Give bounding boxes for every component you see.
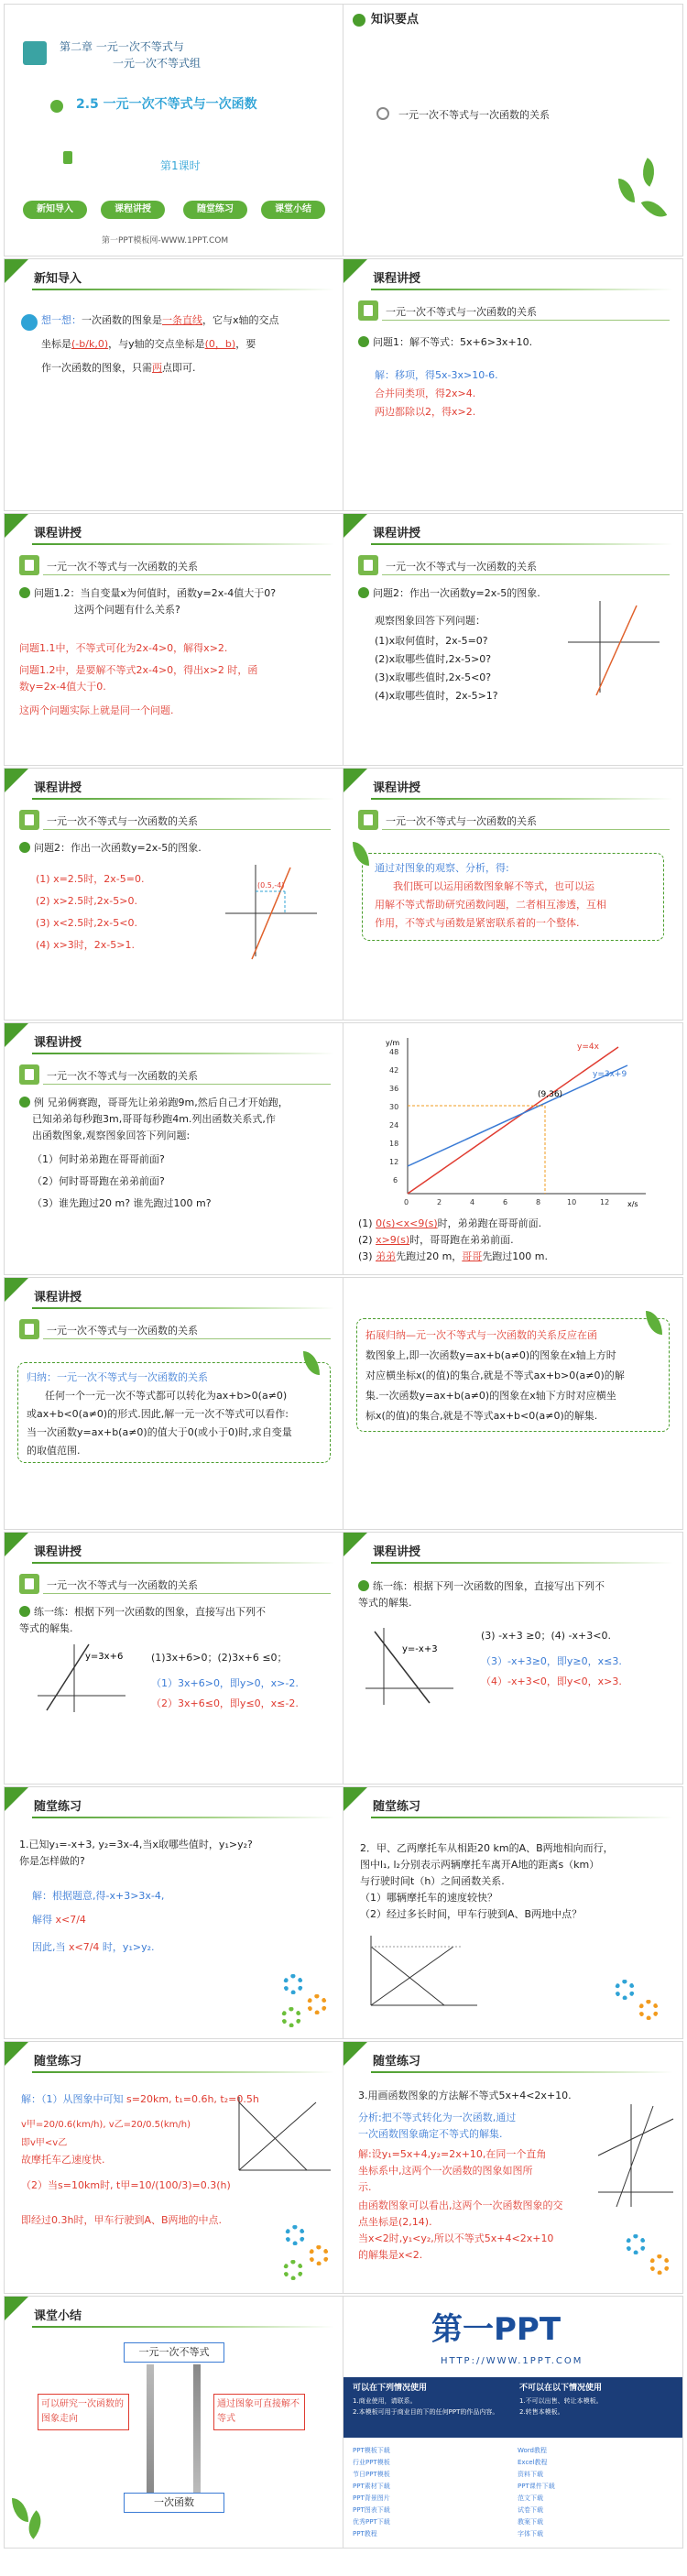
question-icon <box>19 842 30 853</box>
brand-logo: 第一PPT <box>431 2311 562 2348</box>
text: 时，弟弟跑在哥哥前面. <box>437 1217 542 1229</box>
text: (1) <box>358 1217 376 1229</box>
link[interactable]: PPT图表下载 <box>353 2506 390 2514</box>
subtitle: 一元一次不等式与一次函数的关系 <box>47 561 198 573</box>
text: (3) <box>358 1250 376 1262</box>
label-y3x9: y=3x+9 <box>593 1070 627 1079</box>
answer-4: 这两个问题实际上就是同一个问题. <box>19 704 174 716</box>
forbidden-1: 1.不可以出售、转让本模板。 <box>519 2397 603 2405</box>
conclusion-4: 作用，不等式与函数是紧密联系着的一个整体. <box>375 917 580 929</box>
solution-1-value: s=20km, t₁=0.6h, t₂=0.5h <box>126 2093 259 2105</box>
item-2: (2) x>2.5时,2x-5>0. <box>36 895 137 907</box>
solution-3: 示. <box>358 2181 372 2193</box>
extension-5: 标x(的值)的集合,就是不等式ax+b<0(a≠0)的解集. <box>365 1410 598 1422</box>
leaf-decoration <box>12 2498 28 2522</box>
link[interactable]: Excel教程 <box>518 2459 548 2466</box>
y-tick: 6 <box>393 1176 398 1184</box>
forbidden-title: 不可以在以下情况使用 <box>519 2384 603 2393</box>
extension-1: 拓展归纳—元一次不等式与一次函数的关系反应在函 <box>365 1329 597 1341</box>
line-y3x9 <box>408 1065 627 1166</box>
x-tick: 10 <box>567 1198 577 1206</box>
inequality-graph <box>594 2101 677 2210</box>
brand-url[interactable]: HTTP://WWW.1PPT.COM <box>441 2356 583 2366</box>
item-4: (4)x取哪些值时，2x-5>1? <box>375 690 498 702</box>
y-tick: 48 <box>389 1048 399 1056</box>
text: 先跑过100 m. <box>482 1250 549 1262</box>
motorcycle-graph <box>234 2093 334 2176</box>
question: 问题2：作出一次函数y=2x-5的图象. <box>34 842 202 854</box>
x-tick: 6 <box>503 1198 508 1206</box>
subtitle: 一元一次不等式与一次函数的关系 <box>386 306 537 318</box>
answer-2: x>9(s) <box>376 1234 410 1246</box>
example-3: 出函数图象,观察图象回答下列问题: <box>32 1130 191 1141</box>
answer-1: 解：移项，得5x-3x>10-6. <box>375 369 498 381</box>
gear-icon <box>626 2234 646 2254</box>
link[interactable]: 范文下载 <box>518 2494 543 2502</box>
intro: 观察图象回答下列问题： <box>375 615 485 627</box>
item-3: (3) x<2.5时,2x-5<0. <box>36 917 137 929</box>
nav-summary[interactable]: 课堂小结 <box>261 201 325 219</box>
link[interactable]: PPT素材下载 <box>353 2483 390 2490</box>
conclusion-3: 用解不等式帮助研究函数问题，二者相互渗透，互相 <box>375 899 606 911</box>
y-tick: 42 <box>389 1066 399 1075</box>
problem-5: （2）经过多长时间，甲车行驶到A、B两地中点？ <box>360 1908 583 1920</box>
slide-title: 课堂小结 <box>34 2309 82 2323</box>
solution-2: v甲=20/0.6(km/h), v乙=20/0.5(km/h) <box>21 2120 191 2130</box>
down-arrow <box>147 2364 154 2493</box>
gear-icon <box>615 1980 635 2000</box>
slide-lecture-7[interactable] <box>343 1022 683 1275</box>
intersection-label: (9,36) <box>538 1090 563 1099</box>
label-y4x: y=4x <box>577 1042 599 1052</box>
gear-icon-3 <box>281 2007 301 2027</box>
link[interactable]: 字体下载 <box>518 2530 543 2538</box>
y-tick: 24 <box>389 1121 399 1130</box>
function-label: y=-x+3 <box>402 1644 438 1654</box>
solution-6: 当x<2时,y₁<y₂,所以不等式5x+4<2x+10 <box>358 2232 554 2244</box>
subtitle: 一元一次不等式与一次函数的关系 <box>47 1325 198 1337</box>
answer-2: 合并同类项，得2x>4. <box>375 387 476 399</box>
text: ，它与x轴的交点 <box>202 314 279 326</box>
allowed-title: 可以在下列情况使用 <box>353 2384 428 2393</box>
example-icon <box>19 1097 30 1108</box>
subtitle: 一元一次不等式与一次函数的关系 <box>47 815 198 827</box>
slide-lecture-2[interactable] <box>4 513 344 766</box>
question-2: 这两个问题有什么关系? <box>74 604 180 616</box>
answer-1: （3）-x+3≥0，即y≥0，x≤3. <box>481 1655 622 1667</box>
example-q2: （2）何时哥哥跑在弟弟前面? <box>32 1175 165 1187</box>
solution-5: （2）当s=10km时, <box>21 2179 114 2191</box>
leaf-icon <box>353 14 365 27</box>
answer-line: 一条直线 <box>162 314 202 326</box>
line-y4x <box>408 1047 618 1194</box>
practice-2: 等式的解集. <box>358 1597 412 1609</box>
nav-bar <box>14 197 334 221</box>
slide-title: 课程讲授 <box>34 1036 82 1050</box>
link[interactable]: 教案下载 <box>518 2518 543 2526</box>
solution-2: 解得 <box>32 1914 56 1926</box>
example-q3: （3）谁先跑过20 m? 谁先跑过100 m? <box>32 1197 212 1209</box>
practice-1: 练一练：根据下列一次函数的图象，直接写出下列不 <box>34 1606 266 1618</box>
text: 点即可. <box>162 362 196 374</box>
gear-icon-2 <box>307 1994 327 2014</box>
practice-2: 等式的解集. <box>19 1622 73 1634</box>
gear-icon <box>285 2225 305 2245</box>
chapter-title-2: 一元一次不等式组 <box>113 57 202 70</box>
link[interactable]: 优秀PPT下载 <box>353 2518 390 2526</box>
slide-key-points[interactable] <box>343 4 683 257</box>
graph-y-2x-5 <box>563 596 664 697</box>
lesson-title: 2.5 一元一次不等式与一次函数 <box>76 97 257 112</box>
conclusion-2: 我们既可以运用函数图象解不等式，也可以运 <box>393 880 594 892</box>
solution-5-value: t甲=10/(100/3)=0.3(h) <box>116 2179 231 2191</box>
y-axis-label: y/m <box>386 1039 400 1047</box>
question: 问题2：作出一次函数y=2x-5的图象. <box>373 587 540 599</box>
slide-title: 课程讲授 <box>373 272 421 286</box>
gear-icon-3 <box>283 2260 303 2280</box>
slide-title: 课程讲授 <box>373 1545 421 1559</box>
slide-lecture-11[interactable] <box>343 1532 683 1785</box>
problem: 3.用画函数图象的方法解不等式5x+4<2x+10. <box>358 2090 572 2101</box>
clover-icon <box>50 100 63 113</box>
cover-footer: 第一PPT模板网-WWW.1PPT.COM <box>102 236 229 246</box>
summary-left-box: 可以研究一次函数的图象走向 <box>38 2394 129 2430</box>
text: 坐标是 <box>41 338 71 350</box>
link[interactable]: 节日PPT模板 <box>353 2471 390 2478</box>
slide-title: 新知导入 <box>34 272 82 286</box>
answer-y-intercept: (0，b) <box>204 338 236 350</box>
problem-2: 图中l₁, l₂分别表示两辆摩托车离开A地的距离s（km） <box>360 1859 600 1871</box>
problem-1: 1.已知y₁=-x+3, y₂=3x-4,当x取哪些值时，y₁>y₂? <box>19 1839 253 1850</box>
question: 问题1：解不等式：5x+6>3x+10. <box>373 336 533 348</box>
slide-lecture-5[interactable] <box>343 768 683 1021</box>
problem-3: 与行驶时间t（h）之间函数关系. <box>360 1875 505 1887</box>
y-tick: 30 <box>389 1103 399 1111</box>
item-1: (1)x取何值时，2x-5=0? <box>375 635 488 647</box>
x-tick: 8 <box>536 1198 541 1206</box>
slide-footer-info[interactable] <box>343 2296 683 2549</box>
question-icon <box>358 587 369 598</box>
solution-2: 坐标系中,这两个一次函数的图象如图所 <box>358 2165 533 2177</box>
item-4: (4) x>3时，2x-5>1. <box>36 939 135 951</box>
practice-1: 练一练：根据下列一次函数的图象，直接写出下列不 <box>373 1580 605 1592</box>
answer-1: 问题1.1中，不等式可化为2x-4>0，解得x>2. <box>19 642 228 654</box>
practice-icon <box>358 1580 369 1591</box>
summary-bottom-box: 一次函数 <box>124 2493 224 2513</box>
answer-2: （2）3x+6≤0，即y≤0，x≤-2. <box>151 1697 299 1709</box>
link[interactable]: PPT模板下载 <box>353 2447 390 2454</box>
solution-5: 点坐标是(2,14). <box>358 2216 432 2228</box>
slide-title: 课程讲授 <box>373 781 421 795</box>
slide-title: 课程讲授 <box>34 527 82 540</box>
text: 时，哥哥跑在弟弟前面. <box>409 1234 514 1246</box>
question-1: 问题1.2：当自变量x为何值时，函数y=2x-4值大于0? <box>34 587 277 599</box>
item-3: (3)x取哪些值时,2x-5<0? <box>375 671 492 683</box>
x-axis-label: x/s <box>627 1200 638 1208</box>
nav-lecture[interactable]: 课程讲授 <box>101 201 165 219</box>
extension-4: 集.一次函数y=ax+b(a≠0)的图象在x轴下方时对应横坐 <box>365 1390 616 1402</box>
text: (2) <box>358 1234 376 1246</box>
problem-1: 2．甲、乙两摩托车从相距20 km的A、B两地相向而行， <box>360 1842 614 1854</box>
text: ，要 <box>235 338 256 350</box>
leaf-decoration <box>618 179 635 202</box>
subtitle: 一元一次不等式与一次函数的关系 <box>386 561 537 573</box>
slide-summary[interactable] <box>4 2296 344 2549</box>
leaf-decoration-2 <box>636 158 662 187</box>
slide-practice-4[interactable] <box>343 2041 683 2294</box>
gear-icon <box>283 1974 303 1994</box>
graph-y-neg-x-3 <box>365 1624 457 1707</box>
question-icon <box>19 587 30 598</box>
slide-intro[interactable] <box>4 258 344 511</box>
slide-title: 课程讲授 <box>34 1545 82 1559</box>
forbidden-2: 2.转售本模板。 <box>519 2408 564 2416</box>
graph-y-2x-5-answer <box>221 860 322 961</box>
answer-3: 数y=2x-4值大于0. <box>19 681 106 693</box>
problem: (3) -x+3 ≥0；(4) -x+3<0. <box>481 1630 611 1642</box>
answer-1: （1）3x+6>0，即y>0，x>-2. <box>151 1677 299 1689</box>
slide-title: 随堂练习 <box>34 2055 82 2068</box>
subtitle: 一元一次不等式与一次函数的关系 <box>386 815 537 827</box>
allowed-1: 1.商业使用，请联系。 <box>353 2397 417 2405</box>
text: 作一次函数的图象，只需 <box>41 362 152 374</box>
y-tick: 12 <box>389 1158 399 1166</box>
slide-cover[interactable] <box>4 4 344 257</box>
motorcycle-graph <box>362 1932 481 2014</box>
slide-lecture-1[interactable] <box>343 258 683 511</box>
x-tick: 4 <box>470 1198 475 1206</box>
race-graph <box>380 1029 655 1212</box>
slide-title: 随堂练习 <box>34 1800 82 1814</box>
subtitle: 一元一次不等式与一次函数的关系 <box>47 1070 198 1082</box>
leaf-decoration <box>353 842 369 866</box>
slide-lecture-10[interactable] <box>4 1532 344 1785</box>
think-icon <box>21 314 38 331</box>
solution-1: 解：根据题意,得-x+3>3x-4, <box>32 1890 165 1902</box>
solution-4: 故摩托车乙速度快. <box>21 2154 105 2166</box>
solution-3-value: x<7/4 <box>69 1941 100 1953</box>
subtitle: 一元一次不等式与一次函数的关系 <box>47 1579 198 1591</box>
summary-right-box: 通过图象可直接解不等式 <box>213 2394 305 2430</box>
problem-4: （1）哪辆摩托车的速度较快？ <box>360 1892 497 1904</box>
chapter-title-1: 第二章 一元一次不等式与 <box>60 40 184 53</box>
graph-label: (0.5,-4) <box>257 881 285 890</box>
x-tick: 2 <box>437 1198 442 1206</box>
bookmark-icon <box>63 151 72 164</box>
analysis-2: 一次函数图象确定不等式的解集. <box>358 2128 503 2140</box>
item-2: (2)x取哪些值时,2x-5>0? <box>375 653 492 665</box>
link[interactable]: PPT课件下载 <box>518 2483 555 2490</box>
slide-lecture-9[interactable] <box>343 1277 683 1530</box>
extension-2: 数图象上,即一次函数y=ax+b(a≠0)的图象在x轴上方时 <box>365 1349 616 1361</box>
graph-y-3x-6 <box>38 1641 129 1714</box>
slide-lecture-3[interactable] <box>343 513 683 766</box>
answer-x-intercept: (-b/k,0) <box>71 338 109 350</box>
function-label: y=3x+6 <box>85 1652 124 1662</box>
summary-4: 当一次函数y=ax+b(a≠0)的值大于0(或小于0)时,求自变量 <box>27 1426 292 1438</box>
text: 先跑过20 m， <box>396 1250 463 1262</box>
solution-4: 由函数图象可以看出,这两个一次函数图象的交 <box>358 2199 563 2211</box>
leaf-decoration-3 <box>641 194 668 224</box>
summary-top-box: 一元一次不等式 <box>124 2342 224 2363</box>
solution-3: 即v甲<v乙 <box>21 2138 68 2148</box>
item-1: (1) x=2.5时，2x-5=0. <box>36 873 145 885</box>
summary-3: 或ax+b<0(a≠0)的形式.因此,解一元一次不等式可以看作: <box>27 1408 289 1420</box>
link[interactable]: PPT背景图片 <box>353 2494 390 2502</box>
gear-icon-2 <box>649 2254 670 2275</box>
key-points-title: 知识要点 <box>371 13 420 27</box>
chapter-icon <box>23 41 47 65</box>
problem: (1)3x+6>0；(2)3x+6 ≤0； <box>151 1652 288 1664</box>
link[interactable]: 试卷下载 <box>518 2506 543 2514</box>
gear-icon-2 <box>638 2000 659 2020</box>
allowed-2: 2.本模板可用于商业目的下的任何PPT的作品内容。 <box>353 2408 499 2416</box>
example-2: 已知弟弟每秒跑3m,哥哥每秒跑4m.列出函数关系式,作 <box>32 1113 276 1125</box>
nav-practice[interactable]: 随堂练习 <box>183 201 247 219</box>
summary-2: 任何一个一元一次不等式都可以转化为ax+b>0(a≠0) <box>45 1390 288 1402</box>
summary-title: 归纳：一元一次不等式与一次函数的关系 <box>27 1371 208 1383</box>
y-tick: 18 <box>389 1140 399 1148</box>
slide-title: 课程讲授 <box>373 527 421 540</box>
answer-3: 两边都除以2，得x>2. <box>375 406 476 418</box>
slide-title: 随堂练习 <box>373 2055 421 2068</box>
slide-title: 课程讲授 <box>34 1291 82 1304</box>
slide-lecture-6[interactable] <box>4 1022 344 1275</box>
question-icon <box>358 336 369 347</box>
link[interactable]: PPT教程 <box>353 2530 377 2538</box>
slide-lecture-4[interactable] <box>4 768 344 1021</box>
x-tick: 0 <box>404 1198 409 1206</box>
solution-3: 因此,当 <box>32 1941 69 1953</box>
solution-1: 解：（1）从图象中可知 <box>21 2093 124 2105</box>
slide-title: 随堂练习 <box>373 1800 421 1814</box>
extension-3: 对应横坐标x(的值)的集合,就是不等式ax+b>0(a≠0)的解 <box>365 1370 625 1381</box>
gear-icon-2 <box>309 2245 329 2265</box>
answer-1: 0(s)<x<9(s) <box>376 1217 438 1229</box>
analysis-1: 分析:把不等式转化为一次函数,通过 <box>358 2112 517 2123</box>
slide-practice-2[interactable] <box>343 1786 683 2039</box>
nav-intro[interactable]: 新知导入 <box>23 201 87 219</box>
think-label: 想一想： <box>41 314 82 326</box>
link[interactable]: Word教程 <box>518 2447 547 2454</box>
slide-practice-3[interactable] <box>4 2041 344 2294</box>
period-label: 第1课时 <box>160 159 201 172</box>
x-tick: 12 <box>600 1198 610 1206</box>
link[interactable]: 行业PPT模板 <box>353 2459 390 2466</box>
lightbulb-icon <box>376 107 389 120</box>
link-list <box>353 2445 675 2540</box>
slide-lecture-8[interactable] <box>4 1277 344 1530</box>
solution-2-value: x<7/4 <box>55 1914 86 1926</box>
slide-practice-1[interactable] <box>4 1786 344 2039</box>
slide-title: 课程讲授 <box>34 781 82 795</box>
solution-6: 即经过0.3h时，甲车行驶到A、B两地的中点. <box>21 2214 223 2226</box>
summary-5: 的取值范围. <box>27 1445 81 1457</box>
solution-3-end: 时，y₁>y₂. <box>99 1941 155 1953</box>
text: ，与y轴的交点坐标是 <box>108 338 205 350</box>
text: 一次函数的图象是 <box>82 314 162 326</box>
practice-icon <box>19 1606 30 1617</box>
problem-2: 你是怎样做的? <box>19 1855 85 1867</box>
key-point-item: 一元一次不等式与一次函数的关系 <box>398 109 550 121</box>
answer-3b: 哥哥 <box>462 1250 483 1262</box>
y-tick: 36 <box>389 1085 399 1093</box>
answer-2: （4）-x+3<0，即y<0，x>3. <box>481 1675 622 1687</box>
answer-two: 两 <box>152 362 162 374</box>
conclusion-1: 通过对图象的观察、分析，得: <box>375 862 509 874</box>
solution-1: 解:设y₁=5x+4,y₂=2x+10,在同一个直角 <box>358 2148 547 2160</box>
up-arrow <box>193 2364 201 2493</box>
answer-3a: 弟弟 <box>376 1250 397 1262</box>
link[interactable]: 资料下载 <box>518 2471 543 2478</box>
example-1: 例 兄弟俩赛跑，哥哥先让弟弟跑9m,然后自己才开始跑， <box>34 1097 289 1108</box>
answer-2: 问题1.2中，是要解不等式2x-4>0，得出x>2 时，函 <box>19 664 258 676</box>
slide-header <box>5 259 344 292</box>
solution-7: 的解集是x<2. <box>358 2249 423 2261</box>
example-q1: （1）何时弟弟跑在哥哥前面? <box>32 1153 165 1165</box>
